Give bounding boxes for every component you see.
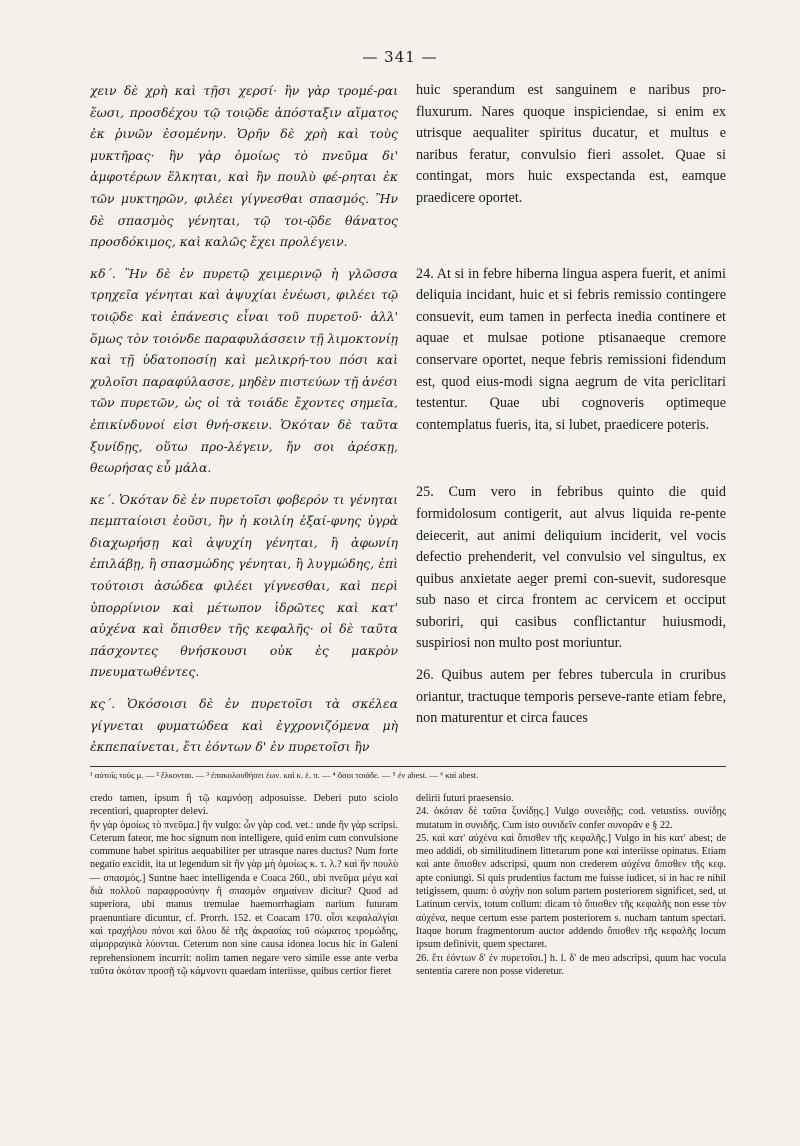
greek-paragraph: χειν δὲ χρὴ καὶ τῇσι χερσί· ἢν γὰρ τρομέ-ραι ἔωσι, προσδέχου τῷ τοιῷδε ἀπόσταξιν αἵματος ἐκ ῥινῶν ἐσομένην. Ὁρῆν δὲ χρὴ καὶ τοὺς μυκτῆρας· ἢν γὰρ ὁμοίως τὸ πνεῦμα δι' ἀμφοτέρων ἕλκηται, καὶ ἢν πουλὺ φέ-ρηται ἐκ τῶν μυκτηρῶν, φιλέει γίγνεσθαι σπασμός. Ἢν δὲ σπασμὸς γένηται, τῷ τοι-ῷδε θάνατος προσδόκιμος, καὶ καλῶς ἔχει προλέγειν. — [90, 83, 398, 250]
critical-notes-right — [416, 792, 726, 978]
critical-notes-left — [90, 792, 398, 978]
latin-paragraph: 26. Quibus autem per febres tubercula in cruribus oriantur, tractuque temporis perseve-rante etiam febre, non maturentur et circa fauces — [416, 667, 726, 727]
note-paragraph: delirii futuri praesensio. — [416, 793, 514, 804]
latin-paragraph: 25. Cum vero in febribus quinto die quid formidolosum contigerit, aut alvus liquida re-pente deiecerit, aut animi deliquium inciderit, vel vocis defectio prehenderit, vel convulsio vel singultus, ex quibus anxietate aeger premi con-suevit, sudoresque sub naso et circa frontem ac cervicem et occiput suboriri, qui casibus conflictantur huiusmodi, suspiriosi non multo post moriuntur. — [416, 484, 726, 652]
latin-paragraph: huic sperandum est sanguinem e naribus pro-fluxurum. Nares quoque inspiciendae, si enim ex utrisque aequaliter spiritus ducatur, et multus e naribus feratur, convulsio fieri assolet. Quae si contingat, mors huic exspectanda est, eamque praedicere oportet. — [416, 82, 726, 206]
page-number: — 341 — — [362, 48, 438, 66]
greek-text-column — [90, 80, 398, 758]
note-paragraph: 26. ἔτι ἐόντων δ' ἐν πυρετοῖσι.] h. l. δ' de meo adscripsi, quum hac vocula sententia carere non posse videretur. — [416, 952, 726, 977]
footnote-divider — [90, 766, 726, 767]
note-paragraph: 24. ὁκόταν δὲ ταῦτα ξυνίδῃς.] Vulgo συνειδῇς; cod. vetustiss. συνίδῃς mutatum in συνιδῆς. Cum isto συνιδεῖν confer συνορᾶν e § 22. — [416, 806, 726, 831]
greek-paragraph: κε΄. Ὁκόταν δὲ ἐν πυρετοῖσι φοβερόν τι γένηται πεμπταίοισι ἐοῦσι, ἢν ἡ κοιλίη ἐξαί-φνης ὑγρὰ διαχωρήσῃ καὶ ἀψυχίη γένηται, ἢ ἀφωνίη ἐπιλάβῃ, ἢ σπασμώδης γένηται, ἢ λυγμώδης, ἐπὶ τούτοισι ἀσώδεα φιλέει γίγνεσθαι, καὶ περὶ ὑπορρίνιον καὶ μέτωπον ἱδρῶτες καὶ κατ' αὐχένα καὶ ὄπισθεν τῆς κεφαλῆς· οἱ δὲ ταῦτα πάσχοντες θνήσκουσι οὐκ ἐς μακρὸν πνευματωθέντες. — [90, 491, 398, 680]
note-paragraph: ἢν γὰρ ὁμοίως τὸ πνεῦμα.] ἢν vulgo: ὧν γὰρ cod. vet.: unde ἢν γὰρ scripsi. Ceterum fateor, me hoc signum non intelligere, quid enim cum convulsione commune habet spiritus aequabiliter per utrasque nares ductus? Num forte negatio excidit, ita ut legendum sit ἢν γὰρ μὴ ὁμοίως κ. τ. λ.? καὶ ἢν πουλὺ — σπασμός.] Suntne haec intelligenda e Coaca 260., ubi πνεῦμα μέγα καὶ διὰ πολλοῦ παραφροσύνην ἢ σπασμὸν σημαίνειν dicitur? Quod ad superiora, ubi manus tremulae haemorrhagiam narium futuram praenuntiare dicuntur, cf. Prorrh. 152. et Coacam 170. οἷσι κεφαλαλγίαι καὶ τραχήλου πόνοι καὶ ὅλου δὲ τῆς ἀκρασίας τοῦ σώματος τρομώδης, αἱμορραγικὰ λύονται. Ceterum non sine causa idonea locus hic in Galeni reprehensionem incurrit: nolim tamen negare vero simile esse ante verba ταῦτα ὁκόταν προσῇ τῷ κάμνοντι quaedam interiisse, quibus certior fieret — [90, 819, 398, 977]
greek-paragraph: κς΄. Ὁκόσοισι δὲ ἐν πυρετοῖσι τὰ σκέλεα γίγνεται φυματώδεα καὶ ἐγχρονιζόμενα μὴ ἐκπεπαίνεται, ἔτι ἐόντων δ' ἐν πυρετοῖσι ἢν — [90, 696, 398, 755]
variant-readings: ¹ αὐτοῖς τοὺς μ. — ² ἕλκονται. — ³ ἐπακολουθήσει ἐων. καὶ κ. ἑ. π. — ⁴ ὅσοι τοιάδε. — ⁵ ἐν abest. — ⁶ καὶ abest. — [90, 770, 479, 780]
note-paragraph: credo tamen, ipsum ἢ τῷ καμνόσῃ adposuisse. Deberi puto sciolo recentiori, quapropter delevi. — [90, 793, 398, 818]
greek-paragraph: κδ΄. Ἢν δὲ ἐν πυρετῷ χειμερινῷ ἡ γλῶσσα τρηχεῖα γένηται καὶ ἀψυχίαι ἐνέωσι, φιλέει τῷ τοιῷδε καὶ ἐπάνεσις εἶναι τοῦ πυρετοῦ· ἀλλ' ὅμως τὸν τοιόνδε παραφυλάσσειν τῇ λιμοκτονίῃ καὶ τῇ ὑδατοποσίῃ καὶ μελικρή-του πόσι καὶ χυλοῖσι παραφύλασσε, μηδὲν πιστεύων τῇ ἀνέσι τῶν πυρετῶν, ὡς οἱ τὰ τοιάδε ἔχοντες σημεῖα, ἐπικίνδυνοί εἰσι θνή-σκειν. Ὁκόταν δὲ ταῦτα ξυνίδῃς, οὕτω προ-λέγειν, ἤν σοι ἀρέσκῃ, θεωρήσας εὖ μάλα. — [90, 265, 398, 476]
latin-text-column — [416, 80, 726, 730]
latin-paragraph: 24. At si in febre hiberna lingua aspera fuerit, et animi deliquia incidant, huic et si febris remissio contingere consuevit, eum tamen in perfecta inedia continere et aquae et mulsae potione ptisanaeque cremore conservare oportet, neque febris remissioni fidendum est, quod eius-modi signa aegrum de vita periclitari testentur. Quae ubi cognoveris optimeque contemplatus fueris, ita, si lubet, praedicere poteris. — [416, 265, 726, 433]
note-paragraph: 25. καὶ κατ' αὐχένα καὶ ὄπισθεν τῆς κεφαλῆς.] Vulgo in his κατ' abest; de meo addidi, ob similitudinem litterarum pone καὶ interiisse opinatus. Etiam καὶ ante ὄπισθεν adscripsi, quum non crederem αὐχένα ὄπισθεν τῆς κεφ. apte coniungi. Si quis prudentius factum me fuisse iudicet, si in hac re nihil tetigissem, quum: ὁ αὐχὴν non solum partem posteriorem significet, sed, ut Latinum cervix, totum collum: dicam τὸ ὄπισθεν τῆς κεφαλῆς non esse τὸν αὐχένα, neque certum esse partem posteriorem s. nucham tantum spectari. Itaque horum fragmentorum auctor addendo ὄπισθεν τῆς κεφαλῆς locum ipsum definivit, quem spectaret. — [416, 832, 726, 951]
